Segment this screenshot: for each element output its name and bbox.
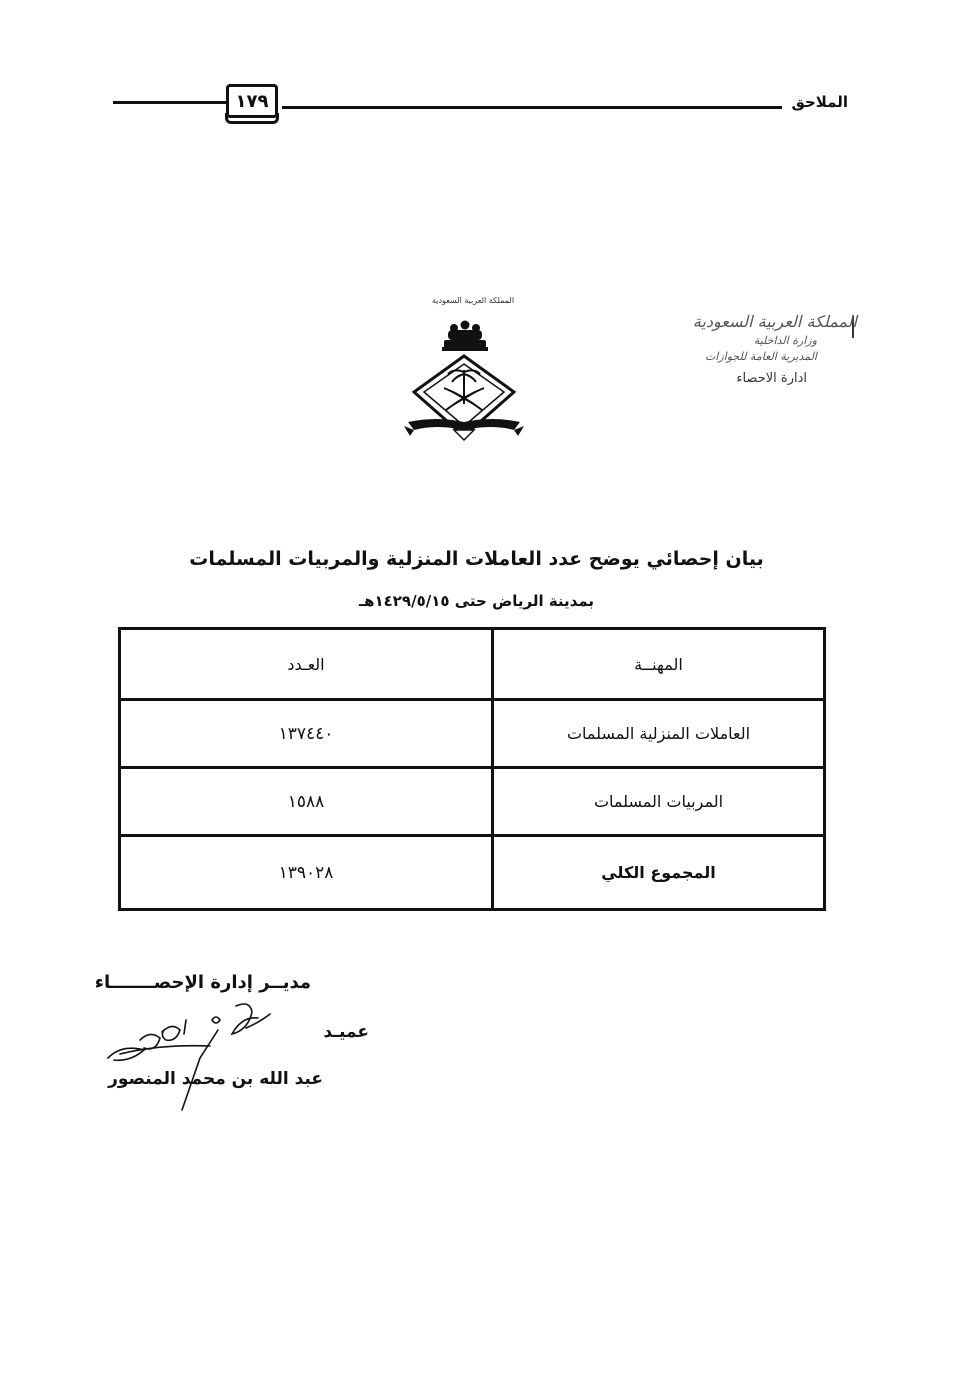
- signatory-rank: عميـد: [323, 1022, 369, 1042]
- table-header-count: العـدد: [287, 654, 325, 674]
- document-title: بيان إحصائي يوضح عدد العاملات المنزلية والمربيات المسلمات: [189, 548, 764, 570]
- table-cell-count: ١٥٨٨: [287, 791, 325, 812]
- handwritten-signature: [100, 1000, 300, 1115]
- statistics-table: [118, 627, 826, 911]
- saudi-emblem-logo: [402, 318, 526, 444]
- header-rule-right: [282, 106, 782, 109]
- signatory-position: مديــر إدارة الإحصـــــــاء: [94, 972, 311, 993]
- table-header-profession: المهنــة: [634, 654, 683, 674]
- table-cell-profession: المربيات المسلمات: [593, 792, 724, 811]
- letterhead-text: [637, 312, 857, 386]
- page-number-badge: [226, 84, 278, 118]
- running-title: الملاحق: [783, 93, 848, 111]
- table-total-count: ١٣٩٠٢٨: [278, 862, 334, 883]
- header-rule-left: [113, 101, 226, 104]
- letterhead-line-department: ادارة الاحصاء: [736, 371, 807, 386]
- table-cell-count: ١٣٧٤٤٠: [278, 723, 334, 744]
- document-subtitle: بمدينة الرياض حتى ١٤٢٩/٥/١٥هـ: [358, 592, 595, 610]
- letterhead-line-directorate: المديرية العامة للجوازات: [704, 350, 817, 363]
- letterhead-line-kingdom: المملكة العربية السعودية: [692, 312, 857, 331]
- emblem-caption: المملكة العربية السعودية: [431, 296, 515, 305]
- letterhead-line-ministry: وزارة الداخلية: [753, 334, 817, 347]
- signatory-name: عبد الله بن محمد المنصور: [108, 1069, 323, 1089]
- table-cell-profession: العاملات المنزلية المسلمات: [566, 724, 751, 743]
- page-number: ١٧٩: [235, 90, 269, 112]
- table-total-label: المجموع الكلي: [601, 863, 716, 882]
